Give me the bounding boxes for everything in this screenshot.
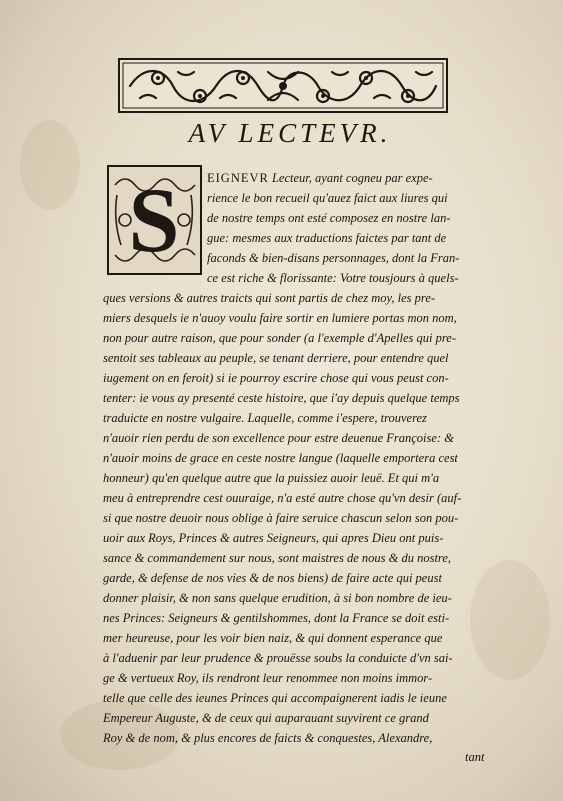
catchword: tant (465, 750, 485, 764)
text-line: iugement on en feroit) si ie pourroy escrire chose qui vous peust con- (103, 371, 449, 385)
page-title: AV LECTEVR. (188, 118, 392, 148)
text-line: ce est riche & florissante: Votre tousjours à quels- (207, 271, 459, 285)
text-line: tenter: ie vous ay presenté ceste histoire, que i'ay depuis quelque temps (103, 391, 460, 405)
text-line: rience le bon recueil qu'auez faict aux liures qui (207, 191, 448, 205)
text-line: ques versions & autres traicts qui sont partis de chez moy, les pre- (103, 291, 436, 305)
dropcap-letter: S (128, 169, 180, 271)
text-line: faconds & bien-disans personnages, dont la Fran- (207, 251, 460, 265)
text-line: ge & vertueux Roy, ils rendront leur renommee non moins immor- (103, 671, 433, 685)
text-line: mer heureuse, pour les voir bien naiz, & qui donnent esperance que (103, 631, 443, 645)
text-line: donner plaisir, & non sans quelque erudition, à si bon nombre de ieu- (103, 591, 452, 605)
text-line: n'auoir moins de grace en ceste nostre langue (laquelle emportera cest (103, 451, 458, 465)
text-line: non pour autre raison, que pour sonder (a l'exemple d'Apelles qui pre- (103, 331, 456, 345)
text-line: honneur) qu'en quelque autre que la puissiez auoir leuë. Et qui m'a (103, 471, 440, 485)
text-line: sentoit ses tableaux au peuple, se tenant derriere, pour entendre quel (103, 351, 449, 365)
text-line: meu à entreprendre cest ouuraige, n'a esté autre chose qu'vn desir (auf- (103, 491, 462, 505)
text-line: si que nostre deuoir nous oblige à faire seruice chascun selon son pou- (103, 511, 459, 525)
text-line: garde, & defense de nos vies & de nos biens) de faire acte qui peust (103, 571, 442, 585)
text-line: nes Princes: Seigneurs & gentilshommes, dont la France se doit esti- (103, 611, 450, 625)
text-line: traduicte en nostre vulgaire. Laquelle, comme i'espere, trouverez (103, 411, 427, 425)
text-line: uoir aux Roys, Princes & autres Seigneurs, qui apres Dieu ont puis- (103, 531, 444, 545)
text-line: EIGNEVR Lecteur, ayant cogneu par expe- (207, 171, 433, 185)
text-line: Empereur Auguste, & de ceux qui auparauant suyvirent ce grand (103, 711, 429, 725)
text-line: gue: mesmes aux traductions faictes par tant de (207, 231, 447, 245)
text-line: Roy & de nom, & plus encores de faicts & conquestes, Alexandre, (103, 731, 433, 745)
text-line: sance & commandement sur nous, sont maistres de nous & du nostre, (103, 551, 452, 565)
text-line: n'auoir rien perdu de son excellence pour estre deuenue Françoise: & (103, 431, 454, 445)
text-line: à l'aduenir par leur prudence & prouësse soubs la conduicte d'vn sai- (103, 651, 453, 665)
opening-word: EIGNEVR (207, 171, 269, 185)
text-line: telle que celle des ieunes Princes qui accompaignerent iadis le ieune (103, 691, 447, 705)
text-line: miers desquels ie n'auoy voulu faire sortir en lumiere portas mon nom, (103, 311, 457, 325)
text-line: de nostre temps ont esté composez en nostre lan- (207, 211, 451, 225)
